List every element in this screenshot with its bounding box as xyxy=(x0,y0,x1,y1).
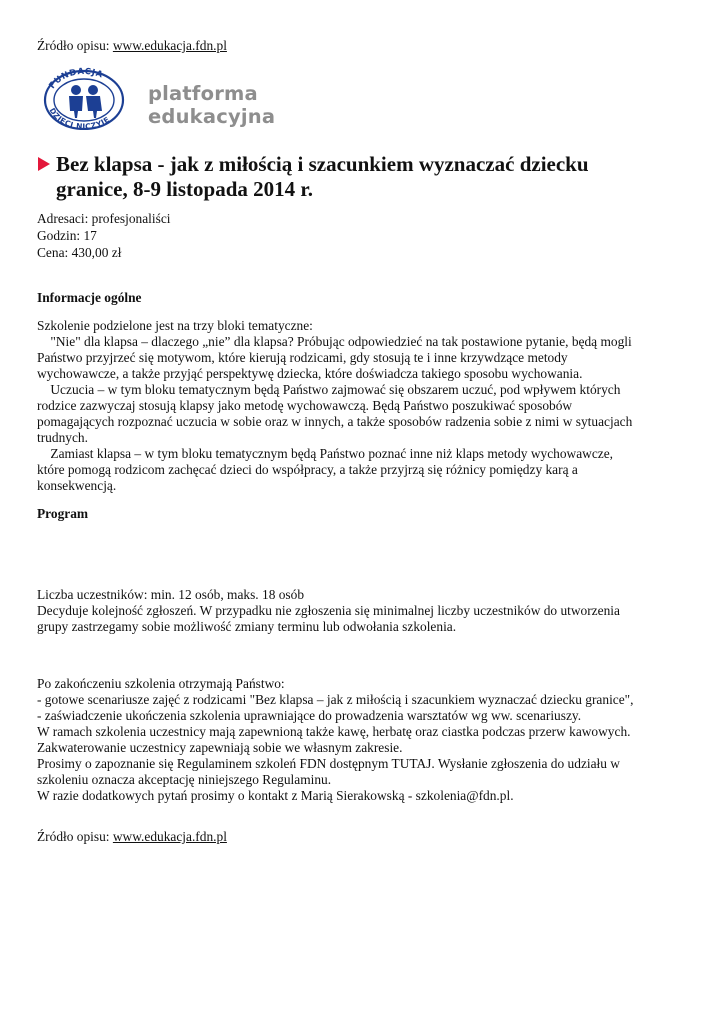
title-line-2: granice, 8-9 listopada 2014 r. xyxy=(56,177,314,201)
meta-adresaci: Adresaci: profesjonaliści xyxy=(37,211,171,226)
fdn-logo xyxy=(38,66,368,130)
source-link[interactable]: www.edukacja.fdn.pl xyxy=(112,38,227,53)
participants-block xyxy=(37,587,620,635)
after-line: W ramach szkolenia uczestnicy mają zapewnioną także kawę, herbatę oraz ciastka podczas przerw kawowych. xyxy=(37,724,631,739)
info-line: rodzice zazwyczaj stosują klapsy jako metodę wychowawczą. Będą Państwo poszukiwać sposobów xyxy=(37,398,573,413)
meta-godzin: Godzin: 17 xyxy=(37,228,97,243)
after-line: W razie dodatkowych pytań prosimy o kontakt z Marią Sierakowską - szkolenia@fdn.pl. xyxy=(37,788,514,803)
info-line: Zamiast klapsa – w tym bloku tematycznym będą Państwo poznać inne niż klaps metody wychowawcze, xyxy=(37,446,614,461)
source-link[interactable]: www.edukacja.fdn.pl xyxy=(112,829,227,844)
info-line: Szkolenie podzielone jest na trzy bloki tematyczne: xyxy=(37,318,313,333)
participants-line: Liczba uczestników: min. 12 osób, maks. 18 osób xyxy=(37,587,305,602)
info-line: Państwo przyjrzeć się motywom, które kierują rodzicami, gdy stosują te i inne krzywdzące metody xyxy=(37,350,568,365)
participants-line: Decyduje kolejność zgłoszeń. W przypadku nie zgłoszenia się minimalnej liczby uczestników do utworzenia xyxy=(37,603,620,618)
after-line: Zakwaterowanie uczestnicy zapewniają sobie we własnym zakresie. xyxy=(37,740,403,755)
after-training-block xyxy=(37,676,634,804)
source-line-top xyxy=(37,38,227,54)
fundacja-logo-icon xyxy=(38,66,130,130)
after-line: - gotowe scenariusze zajęć z rodzicami "Bez klapsa – jak z miłością i szacunkiem wyznaczać dziecku granice", xyxy=(37,692,634,707)
source-label: Źródło opisu: xyxy=(37,38,113,53)
source-line-bottom xyxy=(37,829,227,845)
info-line: "Nie" dla klapsa – dlaczego „nie” dla klapsa? Próbując odpowiedzieć na tak postawione pytanie, będą mogli xyxy=(37,334,632,349)
info-line: które pomogą rodzicom zachęcać dzieci do współpracy, a także przyjrzą się różnicy pomiędzy karą a xyxy=(37,462,578,477)
after-line: Prosimy o zapoznanie się Regulaminem szkoleń FDN dostępnym TUTAJ. Wysłanie zgłoszenia do udziału w xyxy=(37,756,620,771)
info-line: konsekwencją. xyxy=(37,478,117,493)
after-line: Po zakończeniu szkolenia otrzymają Państwo: xyxy=(37,676,285,691)
info-line: trudnych. xyxy=(37,430,88,445)
title-arrow-icon xyxy=(37,156,51,177)
info-line: pomagających rozpoznać uczucia w sobie oraz w innych, a także sposobów radzenia sobie z nimi w sytuacjach xyxy=(37,414,633,429)
program-heading: Program xyxy=(37,506,89,521)
info-line: wychowawcze, a także przyjąć perspektywę dziecka, które doświadcza takiego sposobu wychowania. xyxy=(37,366,583,381)
svg-text:FUNDACJA: FUNDACJA xyxy=(47,66,105,91)
meta-cena: Cena: 430,00 zł xyxy=(37,245,122,260)
page-title xyxy=(56,152,676,202)
source-label: Źródło opisu: xyxy=(37,829,113,844)
participants-line: grupy zastrzegamy sobie możliwość zmiany terminu lub odwołania szkolenia. xyxy=(37,619,457,634)
info-heading: Informacje ogólne xyxy=(37,290,142,305)
after-line: - zaświadczenie ukończenia szkolenia uprawniające do prowadzenia warsztatów wg ww. scenariuszy. xyxy=(37,708,582,723)
after-line: szkoleniu oznacza akceptację niniejszego Regulaminu. xyxy=(37,772,332,787)
svg-text:DZIECI NICZYJE: DZIECI NICZYJE xyxy=(47,106,112,130)
title-line-1: Bez klapsa - jak z miłością i szacunkiem wyznaczać dziecku xyxy=(56,152,589,176)
platform-text: platforma edukacyjna xyxy=(148,82,276,128)
info-line: Uczucia – w tym bloku tematycznym będą Państwo zajmować się obszarem uczuć, pod wpływem których xyxy=(37,382,621,397)
info-body xyxy=(37,318,632,494)
